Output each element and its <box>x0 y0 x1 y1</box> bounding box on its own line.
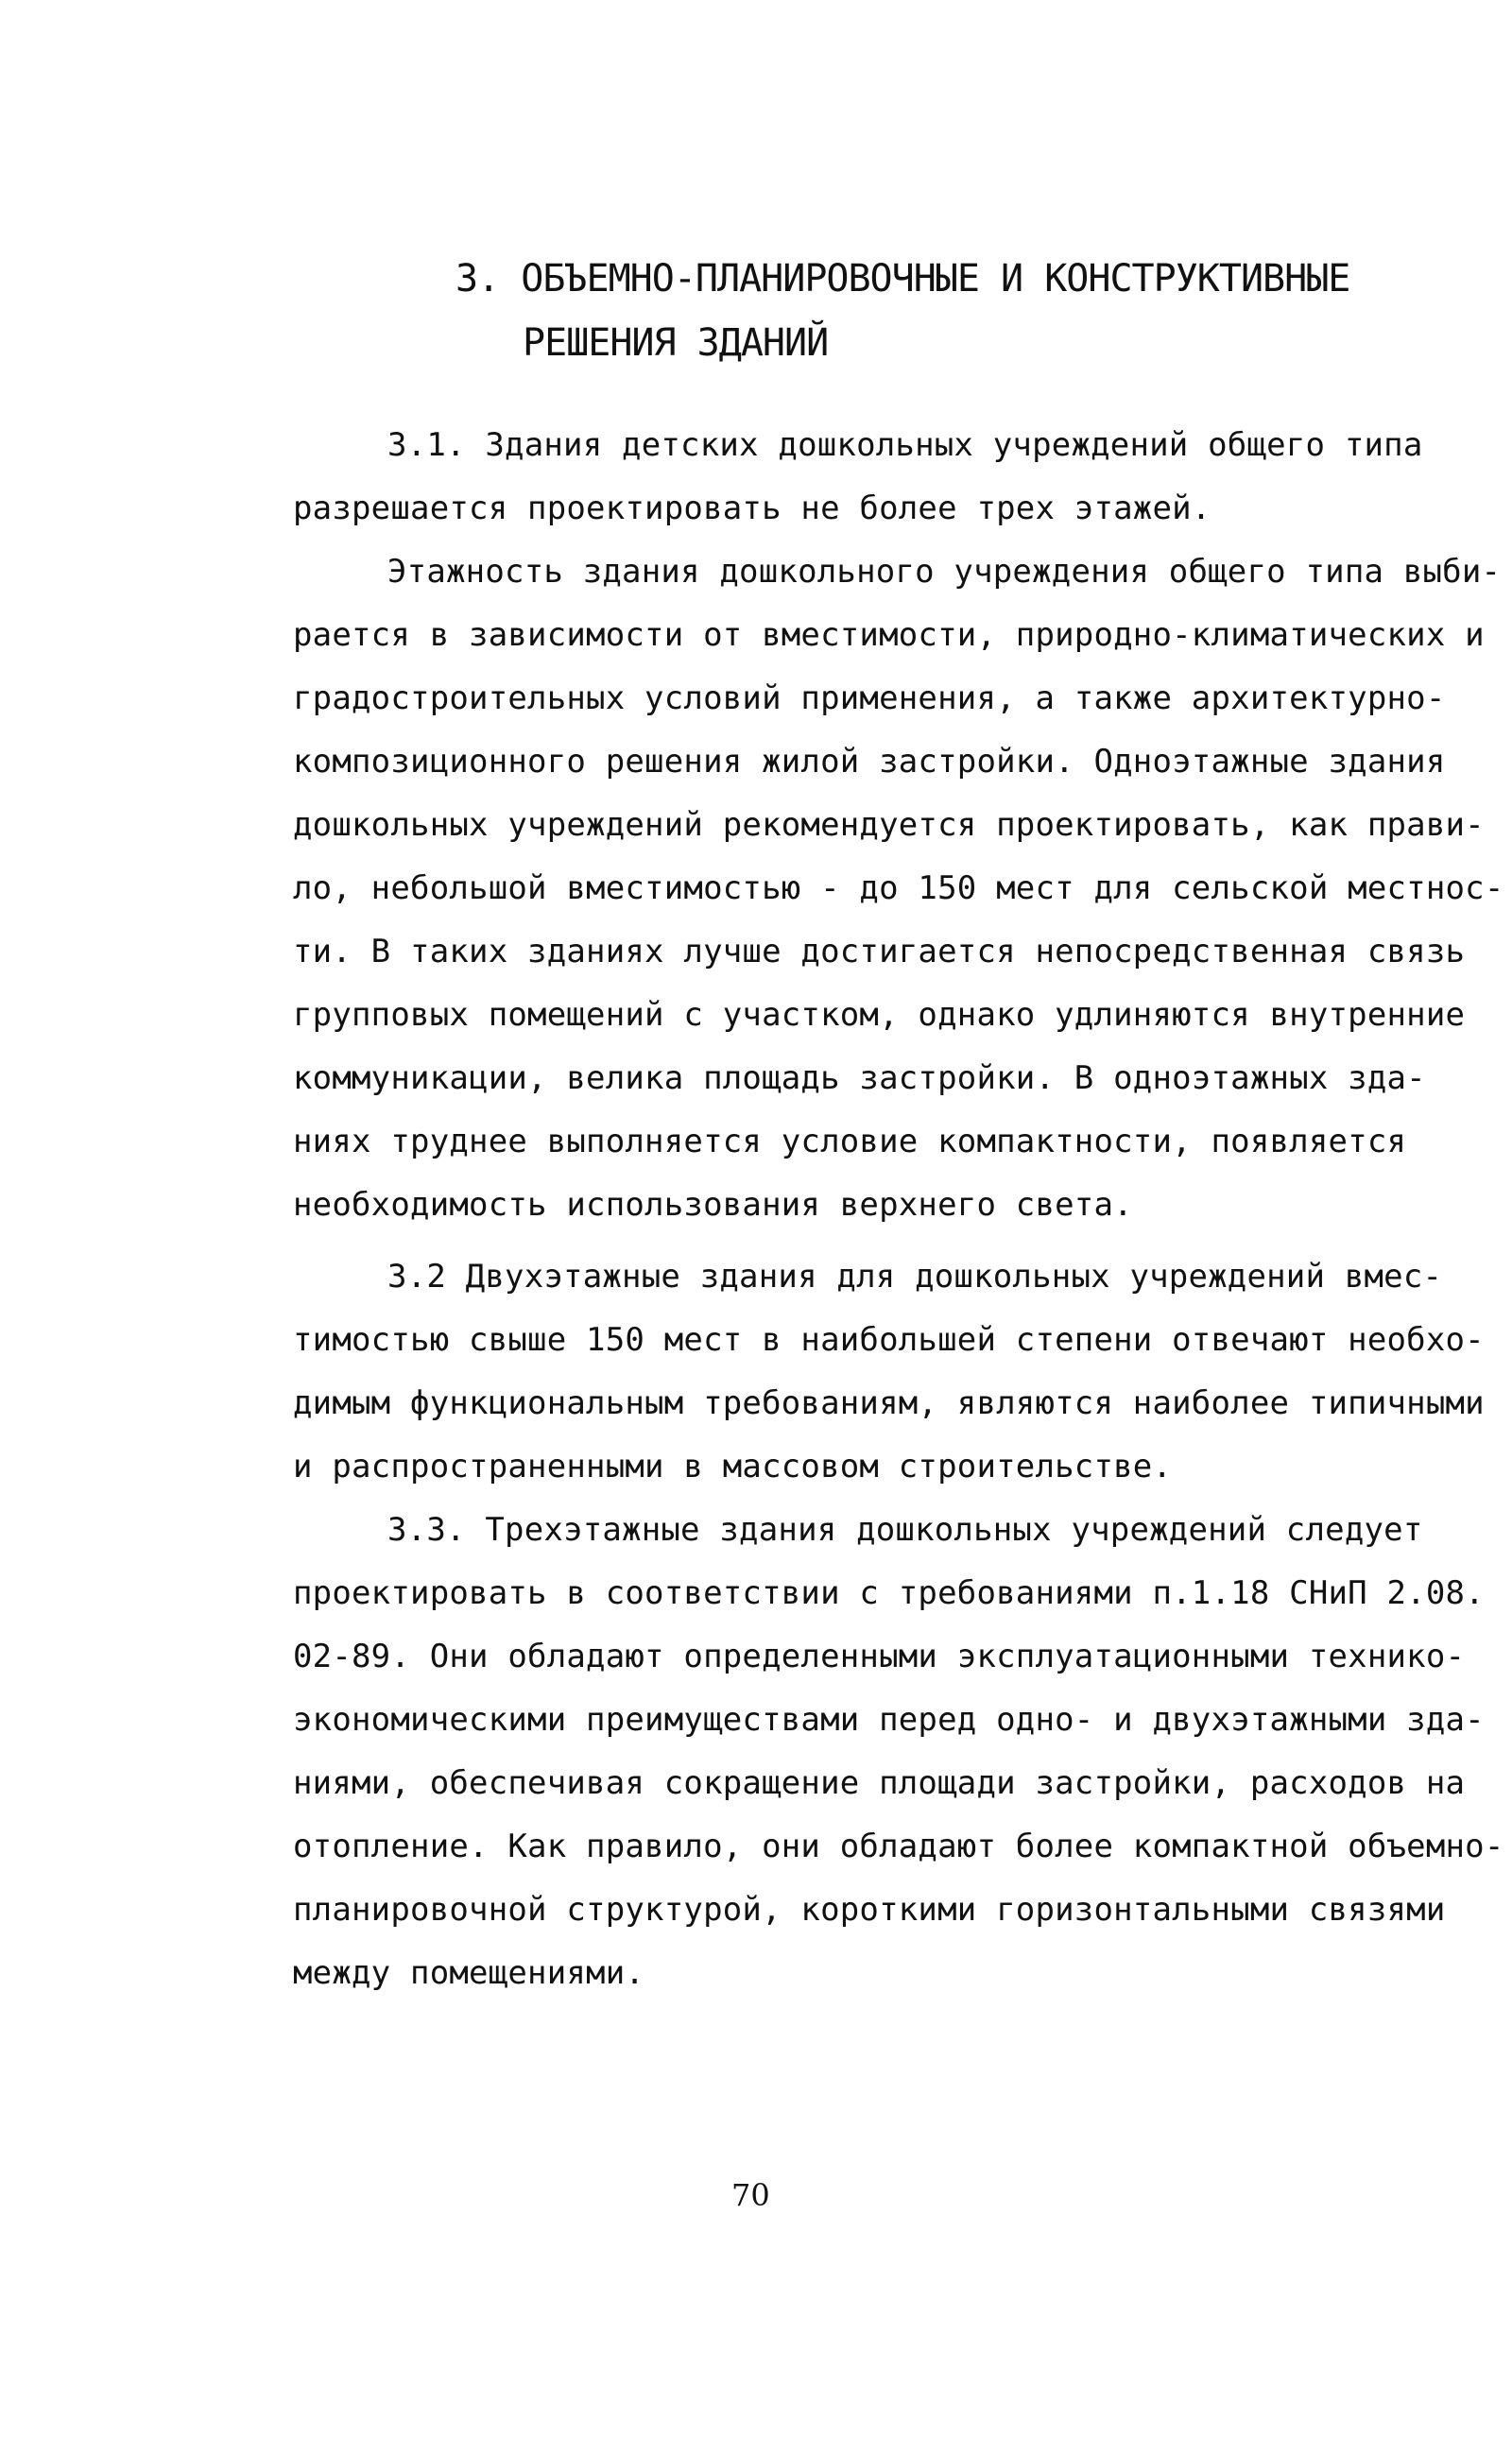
paragraph-storeys-line: Этажность здания дошкольного учреждения общего типа выби- <box>387 553 1502 591</box>
paragraph-3-3-line: ниями, обеспечивая сокращение площади застройки, расходов на <box>293 1764 1466 1802</box>
page-number: 70 <box>731 2177 770 2213</box>
paragraph-storeys-line: коммуникации, велика площадь застройки. В одноэтажных зда- <box>293 1059 1426 1097</box>
paragraph-3-3-line: экономическими преимуществами перед одно- и двухэтажными зда- <box>293 1701 1485 1739</box>
paragraph-3-1-line: 3.1. Здания детских дошкольных учреждений общего типа <box>387 426 1423 464</box>
section-heading-line-1: 3. ОБЪЕМНО-ПЛАНИРОВОЧНЫЕ И КОНСТРУКТИВНЫЕ <box>455 257 1350 300</box>
paragraph-3-2-line: и распространенными в массовом строительстве. <box>293 1448 1173 1485</box>
paragraph-3-2-line: 3.2 Двухэтажные здания для дошкольных учреждений вмес- <box>387 1258 1443 1296</box>
paragraph-3-3-line: между помещениями. <box>293 1954 645 1992</box>
paragraph-3-2-line: тимостью свыше 150 мест в наибольшей степени отвечают необхо- <box>293 1321 1485 1359</box>
paragraph-storeys-line: ниях труднее выполняется условие компактности, появляется <box>293 1123 1407 1160</box>
paragraph-storeys-line: рается в зависимости от вместимости, природно-климатических и <box>293 616 1485 654</box>
paragraph-3-3-line: планировочной структурой, короткими горизонтальными связями <box>293 1891 1446 1929</box>
paragraph-storeys-line: групповых помещений с участком, однако удлиняются внутренние <box>293 996 1466 1034</box>
paragraph-storeys-line: ло, небольшой вместимостью - до 150 мест для сельской местнос- <box>293 869 1504 907</box>
paragraph-3-1-line: разрешается проектировать не более трех этажей. <box>293 489 1211 527</box>
paragraph-storeys-line: градостроительных условий применения, а также архитектурно- <box>293 679 1446 717</box>
paragraph-3-3-line: 3.3. Трехэтажные здания дошкольных учреждений следует <box>387 1511 1423 1549</box>
paragraph-storeys-line: композиционного решения жилой застройки. Одноэтажные здания <box>293 743 1446 781</box>
paragraph-storeys-line: необходимость использования верхнего света. <box>293 1186 1133 1224</box>
paragraph-3-3-line: 02-89. Они обладают определенными эксплуатационными технико- <box>293 1638 1466 1675</box>
section-heading-line-2: РЕШЕНИЯ ЗДАНИЙ <box>523 321 829 365</box>
paragraph-storeys-line: дошкольных учреждений рекомендуется проектировать, как прави- <box>293 806 1485 844</box>
paragraph-storeys-line: ти. В таких зданиях лучше достигается непосредственная связь <box>293 933 1466 970</box>
paragraph-3-3-line: отопление. Как правило, они обладают более компактной объемно- <box>293 1828 1504 1865</box>
paragraph-3-2-line: димым функциональным требованиям, являются наиболее типичными <box>293 1384 1485 1422</box>
paragraph-3-3-line: проектировать в соответствии с требованиями п.1.18 СНиП 2.08. <box>293 1574 1485 1612</box>
